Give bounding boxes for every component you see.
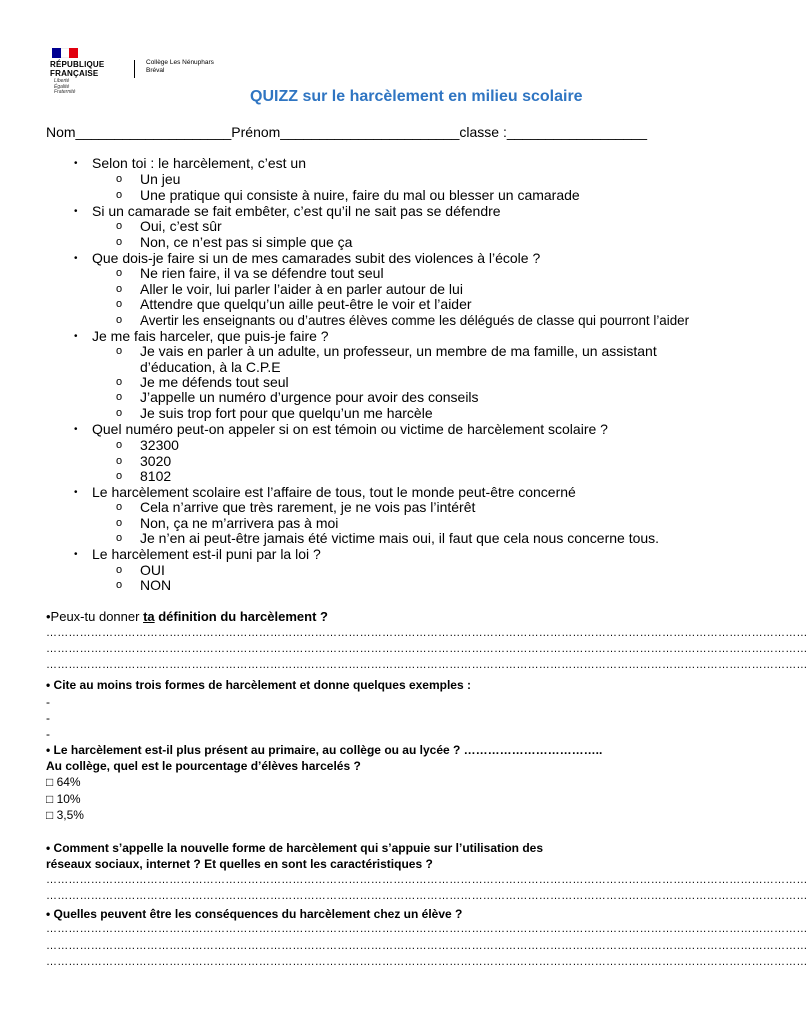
option-text: Cela n’arrive que très rarement, je ne vois pas l’intérêt — [140, 499, 476, 515]
circle-bullet-icon: o — [116, 314, 123, 326]
republic-label — [50, 60, 104, 78]
option-text: Je n’en ai peut-être jamais été victime mais oui, il faut que cela nous concerne tous. — [140, 530, 660, 546]
bullet-icon: • — [74, 253, 78, 264]
answer-line[interactable]: …………………………………………………………………………………………………………………………………………………………………………………… — [46, 923, 808, 935]
question-text: Le harcèlement scolaire est l’affaire de tous, tout le monde peut-être concerné — [92, 484, 576, 500]
circle-bullet-icon: o — [116, 267, 123, 279]
question-text: Je me fais harceler, que puis-je faire ? — [92, 328, 329, 344]
republic-line1: RÉPUBLIQUE — [50, 60, 105, 69]
circle-bullet-icon: o — [116, 376, 123, 388]
option-text: Aller le voir, lui parler l’aider à en parler autour de lui — [140, 281, 463, 297]
page-title: QUIZZ sur le harcèlement en milieu scolaire — [250, 88, 583, 105]
option-text: 32300 — [140, 437, 179, 453]
option-text: Attendre que quelqu’un aille peut-être le voir et l’aider — [140, 296, 472, 312]
percent-option-3-5[interactable]: □ 3,5% — [46, 808, 84, 822]
open-question-4-line2: réseaux sociaux, internet ? Et quelles en sont les caractéristiques ? — [46, 857, 433, 871]
circle-bullet-icon: o — [116, 564, 123, 576]
option-text: Un jeu — [140, 171, 181, 187]
option-text: Oui, c’est sûr — [140, 218, 222, 234]
circle-bullet-icon: o — [116, 298, 123, 310]
circle-bullet-icon: o — [116, 470, 123, 482]
open-question-2: • Cite au moins trois formes de harcèlement et donne quelques exemples : — [46, 678, 471, 692]
circle-bullet-icon: o — [116, 532, 123, 544]
question-text: Quel numéro peut-on appeler si on est témoin ou victime de harcèlement scolaire ? — [92, 421, 608, 437]
option-text: 8102 — [140, 468, 172, 484]
option-text: OUI — [140, 562, 165, 578]
circle-bullet-icon: o — [116, 173, 123, 185]
bullet-icon: • — [74, 549, 78, 560]
answer-line[interactable]: …………………………………………………………………………………………………………………………………………………………………………………… — [46, 643, 808, 655]
identity-line: Nom____________________Prénom_______________________classe :__________________ — [46, 124, 647, 140]
bullet-icon: • — [74, 331, 78, 342]
republic-line2: FRANÇAISE — [50, 69, 99, 78]
option-text: Non, ce n’est pas si simple que ça — [140, 234, 353, 250]
college-line1: Collège Les Nénuphars — [146, 59, 214, 66]
circle-bullet-icon: o — [116, 407, 123, 419]
answer-line[interactable]: …………………………………………………………………………………………………………………………………………………………………………………… — [46, 890, 808, 902]
circle-bullet-icon: o — [116, 189, 123, 201]
option-text: NON — [140, 577, 172, 593]
open-question-1-suffix: définition du harcèlement ? — [154, 609, 328, 624]
open-question-3b: Au collège, quel est le pourcentage d’élèves harcelés ? — [46, 759, 361, 773]
open-question-1-underlined: ta — [143, 609, 155, 624]
option-text: J’appelle un numéro d’urgence pour avoir des conseils — [140, 389, 479, 405]
circle-bullet-icon: o — [116, 220, 123, 232]
circle-bullet-icon: o — [116, 579, 123, 591]
option-text: Non, ça ne m’arrivera pas à moi — [140, 515, 339, 531]
circle-bullet-icon: o — [116, 391, 123, 403]
bullet-icon: • — [74, 487, 78, 498]
circle-bullet-icon: o — [116, 455, 123, 467]
option-text: Une pratique qui consiste à nuire, faire du mal ou blesser un camarade — [140, 187, 580, 203]
college-name — [146, 59, 214, 75]
circle-bullet-icon: o — [116, 236, 123, 248]
bullet-icon: • — [74, 158, 78, 169]
dash-item: - — [46, 711, 50, 725]
motto-egalite: Égalité — [54, 83, 70, 90]
question-text: Le harcèlement est-il puni par la loi ? — [92, 546, 321, 562]
option-text: Ne rien faire, il va se défendre tout seul — [140, 265, 384, 281]
logo-block — [48, 48, 248, 103]
motto — [54, 79, 75, 96]
percent-option-10[interactable]: □ 10% — [46, 792, 81, 806]
question-text: Selon toi : le harcèlement, c’est un — [92, 155, 307, 171]
answer-line[interactable]: …………………………………………………………………………………………………………………………………………………………………………………… — [46, 940, 808, 952]
bullet-icon: • — [74, 206, 78, 217]
answer-line[interactable]: …………………………………………………………………………………………………………………………………………………………………………………… — [46, 956, 808, 968]
dash-item: - — [46, 695, 50, 709]
circle-bullet-icon: o — [116, 283, 123, 295]
open-question-1-prefix: •Peux-tu donner — [46, 609, 144, 624]
motto-liberte: Liberté — [54, 78, 70, 84]
open-question-5: • Quelles peuvent être les conséquences du harcèlement chez un élève ? — [46, 907, 463, 921]
logo-separator — [134, 60, 135, 78]
option-text: Je vais en parler à un adulte, un professeur, un membre de ma famille, un assistant — [140, 343, 657, 359]
option-text: 3020 — [140, 453, 172, 469]
option-text: d’éducation, à la C.P.E — [140, 359, 281, 375]
option-text: Je suis trop fort pour que quelqu’un me harcèle — [140, 405, 433, 421]
bullet-icon: • — [74, 424, 78, 435]
option-text: Je me défends tout seul — [140, 374, 289, 390]
circle-bullet-icon: o — [116, 345, 123, 357]
answer-line[interactable]: …………………………………………………………………………………………………………………………………………………………………………………… — [46, 627, 808, 639]
dash-item: - — [46, 727, 50, 741]
open-question-4-line1: • Comment s’appelle la nouvelle forme de harcèlement qui s’appuie sur l’utilisation des — [46, 841, 543, 855]
percent-option-64[interactable]: □ 64% — [46, 775, 81, 789]
answer-line[interactable]: …………………………………………………………………………………………………………………………………………………………………………………… — [46, 874, 808, 886]
motto-fraternite: Fraternité — [54, 89, 76, 95]
circle-bullet-icon: o — [116, 517, 123, 529]
question-text: Si un camarade se fait embêter, c’est qu’il ne sait pas se défendre — [92, 203, 501, 219]
french-flag-icon — [52, 48, 78, 58]
college-line2: Bréval — [146, 67, 165, 74]
option-text: Avertir les enseignants ou d’autres élèves comme les délégués de classe qui pourront l’aider — [140, 313, 690, 328]
open-question-1 — [46, 609, 328, 624]
circle-bullet-icon: o — [116, 439, 123, 451]
answer-line[interactable]: …………………………………………………………………………………………………………………………………………………………………………………… — [46, 659, 808, 671]
circle-bullet-icon: o — [116, 501, 123, 513]
open-question-3: • Le harcèlement est-il plus présent au primaire, au collège ou au lycée ? …………………………….. — [46, 743, 603, 757]
question-text: Que dois-je faire si un de mes camarades subit des violences à l’école ? — [92, 250, 541, 266]
